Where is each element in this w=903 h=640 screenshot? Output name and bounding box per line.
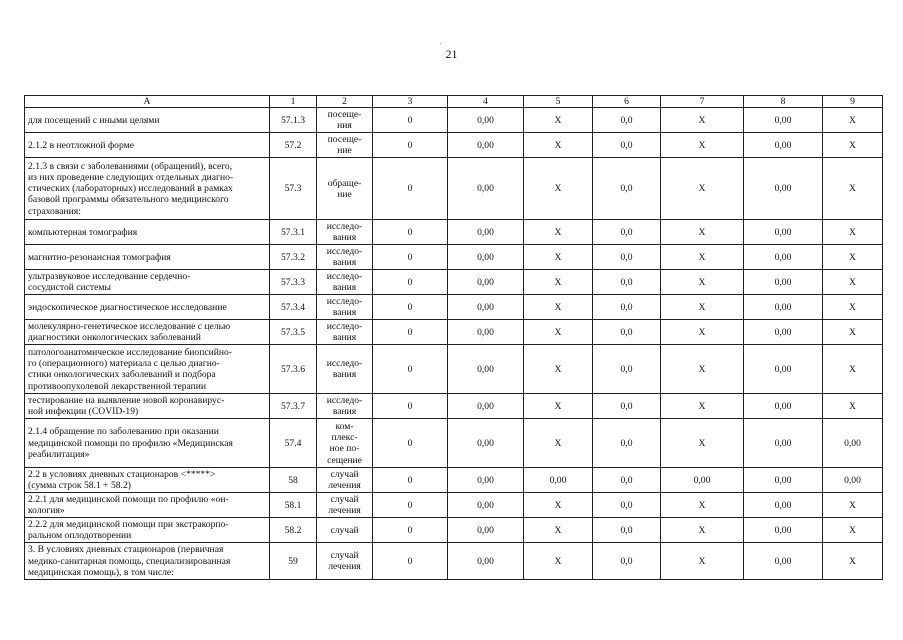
table-cell: 58.2: [270, 518, 317, 543]
table-cell: 58.1: [270, 493, 317, 518]
table-cell: 0: [373, 220, 448, 245]
table-cell: 0: [373, 518, 448, 543]
table-cell: 0,0: [593, 245, 661, 270]
table-cell: 0,0: [593, 108, 661, 133]
table-row: [25, 108, 883, 133]
table-cell: 0,0: [593, 394, 661, 419]
column-header: 5: [524, 96, 593, 108]
row-label: компьютерная томография: [25, 220, 270, 245]
data-table: [24, 95, 883, 580]
table-cell: X: [661, 108, 744, 133]
row-label: тестирование на выявление новой коронавирус- ной инфекции (COVID-19): [25, 394, 270, 419]
table-cell: X: [823, 320, 883, 345]
table-cell: исследо- вания: [317, 245, 373, 270]
table-cell: X: [661, 295, 744, 320]
table-cell: 0,0: [593, 158, 661, 220]
table-cell: X: [823, 108, 883, 133]
table-cell: X: [823, 245, 883, 270]
table-row: [25, 295, 883, 320]
row-label: 2.2.1 для медицинской помощи по профилю «он- кология»: [25, 493, 270, 518]
table-cell: X: [661, 394, 744, 419]
page-number: 21: [445, 47, 458, 61]
table-cell: X: [524, 158, 593, 220]
table-cell: 0,00: [448, 518, 524, 543]
column-header: A: [25, 96, 270, 108]
table-cell: 57.3.2: [270, 245, 317, 270]
table-cell: 0: [373, 394, 448, 419]
table-cell: X: [524, 543, 593, 580]
table-cell: 0,0: [593, 518, 661, 543]
table-cell: 0,00: [744, 158, 823, 220]
column-header: 9: [823, 96, 883, 108]
table-row: [25, 133, 883, 158]
row-label: ультразвуковое исследование сердечно- сосудистой системы: [25, 270, 270, 295]
table-cell: X: [823, 133, 883, 158]
table-cell: X: [823, 394, 883, 419]
table-cell: исследо- вания: [317, 345, 373, 394]
table-cell: исследо- вания: [317, 295, 373, 320]
table-cell: X: [524, 133, 593, 158]
column-header: 4: [448, 96, 524, 108]
table-row: [25, 518, 883, 543]
table-row: [25, 245, 883, 270]
table-cell: 57.3.6: [270, 345, 317, 394]
header-row: [25, 96, 883, 108]
table-cell: 0,00: [823, 468, 883, 493]
table-cell: 57.3.7: [270, 394, 317, 419]
table-cell: X: [524, 419, 593, 468]
row-label: патологоанатомическое исследование биопсийно- го (операционного) материала с целью диагно- стики онкологических заболеваний и подбора противоопухолевой лекарственной терапии: [25, 345, 270, 394]
table-cell: X: [823, 493, 883, 518]
table-cell: 0,00: [744, 245, 823, 270]
table-cell: 0,0: [593, 543, 661, 580]
row-label: 2.2.2 для медицинской помощи при экстракорпо- ральном оплодотворении: [25, 518, 270, 543]
table-cell: 0: [373, 468, 448, 493]
table-cell: посеще- ние: [317, 133, 373, 158]
table-cell: X: [524, 394, 593, 419]
table-cell: X: [524, 345, 593, 394]
table-cell: X: [823, 158, 883, 220]
table-cell: X: [524, 295, 593, 320]
table-cell: 0,00: [744, 320, 823, 345]
table-cell: 0,00: [448, 158, 524, 220]
table-cell: 0,00: [744, 468, 823, 493]
table-cell: X: [661, 543, 744, 580]
table-cell: посеще- ния: [317, 108, 373, 133]
table-cell: 0,00: [744, 419, 823, 468]
table-cell: 0: [373, 493, 448, 518]
table-cell: 0,00: [524, 468, 593, 493]
table-cell: X: [524, 108, 593, 133]
table-cell: 0,0: [593, 270, 661, 295]
table-row: [25, 419, 883, 468]
table-cell: 0,00: [744, 518, 823, 543]
table-cell: X: [661, 133, 744, 158]
table-row: [25, 493, 883, 518]
row-label: 3. В условиях дневных стационаров (первичная медико-санитарная помощь, специализированная медицинская помощь), в том числе:: [25, 543, 270, 580]
row-label: 2.1.2 в неотложной форме: [25, 133, 270, 158]
table-row: [25, 220, 883, 245]
table-cell: 0,00: [744, 133, 823, 158]
table-cell: X: [661, 419, 744, 468]
table-cell: 0,0: [593, 345, 661, 394]
table-row: [25, 270, 883, 295]
table-cell: X: [524, 493, 593, 518]
table-cell: 0,0: [593, 493, 661, 518]
table-cell: 0,0: [593, 419, 661, 468]
table-cell: случай лечения: [317, 543, 373, 580]
table-cell: X: [661, 220, 744, 245]
table-cell: X: [823, 345, 883, 394]
column-header: 2: [317, 96, 373, 108]
row-label: эндоскопическое диагностическое исследование: [25, 295, 270, 320]
table-cell: 0,00: [744, 345, 823, 394]
table-cell: X: [661, 493, 744, 518]
table-cell: исследо- вания: [317, 320, 373, 345]
table-cell: 0,00: [448, 133, 524, 158]
table-cell: X: [524, 220, 593, 245]
table-cell: X: [823, 220, 883, 245]
table-cell: 57.3.4: [270, 295, 317, 320]
table-cell: X: [661, 245, 744, 270]
table-cell: 0: [373, 320, 448, 345]
table-cell: X: [661, 518, 744, 543]
column-header: 1: [270, 96, 317, 108]
table-cell: ком- плекс- ное по- сещение: [317, 419, 373, 468]
row-label: 2.2 в условиях дневных стационаров <*****> (сумма строк 58.1 + 58.2): [25, 468, 270, 493]
table-cell: 0,0: [593, 320, 661, 345]
column-header: 6: [593, 96, 661, 108]
table-cell: 0,00: [448, 245, 524, 270]
table-cell: 0: [373, 295, 448, 320]
table-cell: 0,00: [448, 270, 524, 295]
table-cell: 0: [373, 543, 448, 580]
table-cell: X: [823, 295, 883, 320]
table-cell: 0,00: [823, 419, 883, 468]
table-cell: X: [661, 345, 744, 394]
table-cell: случай лечения: [317, 468, 373, 493]
table-cell: 0,00: [448, 345, 524, 394]
table-cell: 57.2: [270, 133, 317, 158]
table-cell: 0: [373, 108, 448, 133]
row-label: магнитно-резонансная томография: [25, 245, 270, 270]
table-cell: 0,0: [593, 220, 661, 245]
table-cell: случай: [317, 518, 373, 543]
table-cell: X: [823, 270, 883, 295]
page-mark: .: [440, 40, 442, 46]
table-cell: 0,00: [448, 108, 524, 133]
table-cell: 0,00: [448, 394, 524, 419]
table-cell: 0,00: [448, 468, 524, 493]
column-header: 3: [373, 96, 448, 108]
table-cell: 57.4: [270, 419, 317, 468]
row-label: 2.1.4 обращение по заболеванию при оказании медицинской помощи по профилю «Медицинская реабилитация»: [25, 419, 270, 468]
table-cell: 0,00: [448, 493, 524, 518]
table-cell: случай лечения: [317, 493, 373, 518]
row-label: для посещений с иными целями: [25, 108, 270, 133]
column-header: 8: [744, 96, 823, 108]
table-cell: 0,00: [448, 543, 524, 580]
table-row: [25, 320, 883, 345]
table-cell: 59: [270, 543, 317, 580]
table-cell: 0: [373, 419, 448, 468]
table-cell: 57.1.3: [270, 108, 317, 133]
table-cell: 0,00: [744, 543, 823, 580]
table-cell: X: [823, 543, 883, 580]
table-cell: 0,00: [448, 295, 524, 320]
table-row: [25, 394, 883, 419]
table-cell: 0,00: [448, 419, 524, 468]
table-cell: X: [661, 158, 744, 220]
table-cell: X: [661, 270, 744, 295]
table-cell: X: [524, 270, 593, 295]
table-cell: 0,00: [744, 220, 823, 245]
table-cell: X: [661, 320, 744, 345]
row-label: молекулярно-генетическое исследование с целью диагностики онкологических заболеваний: [25, 320, 270, 345]
table-cell: X: [524, 518, 593, 543]
table-cell: 0: [373, 158, 448, 220]
table-cell: 0,00: [744, 270, 823, 295]
table-cell: X: [524, 245, 593, 270]
table-cell: 0: [373, 245, 448, 270]
table-cell: обраще- ние: [317, 158, 373, 220]
row-label: 2.1.3 в связи с заболеваниями (обращений), всего, из них проведение следующих отдельных диагно- стических (лабораторных) исследований в рамках базовой программы обязательного медицинского страхования:: [25, 158, 270, 220]
table-cell: 0,0: [593, 133, 661, 158]
table-cell: 0,00: [744, 295, 823, 320]
table-cell: 57.3: [270, 158, 317, 220]
table-cell: 0,00: [744, 394, 823, 419]
table-cell: 0,00: [744, 108, 823, 133]
table-cell: исследо- вания: [317, 220, 373, 245]
table-cell: X: [823, 518, 883, 543]
table-row: [25, 345, 883, 394]
table-cell: 57.3.5: [270, 320, 317, 345]
table-cell: 0: [373, 345, 448, 394]
table-cell: 0,00: [448, 320, 524, 345]
table-cell: 0,0: [593, 468, 661, 493]
table-row: [25, 468, 883, 493]
table-cell: 0,00: [744, 493, 823, 518]
table-cell: X: [524, 320, 593, 345]
table-row: [25, 543, 883, 580]
table-cell: 0: [373, 133, 448, 158]
table-cell: 57.3.1: [270, 220, 317, 245]
table-cell: исследо- вания: [317, 394, 373, 419]
table-cell: 58: [270, 468, 317, 493]
table-cell: исследо- вания: [317, 270, 373, 295]
table-cell: 0,00: [661, 468, 744, 493]
table-row: [25, 158, 883, 220]
table-cell: 0,0: [593, 295, 661, 320]
table-cell: 0,00: [448, 220, 524, 245]
table-cell: 0: [373, 270, 448, 295]
table-cell: 57.3.3: [270, 270, 317, 295]
column-header: 7: [661, 96, 744, 108]
